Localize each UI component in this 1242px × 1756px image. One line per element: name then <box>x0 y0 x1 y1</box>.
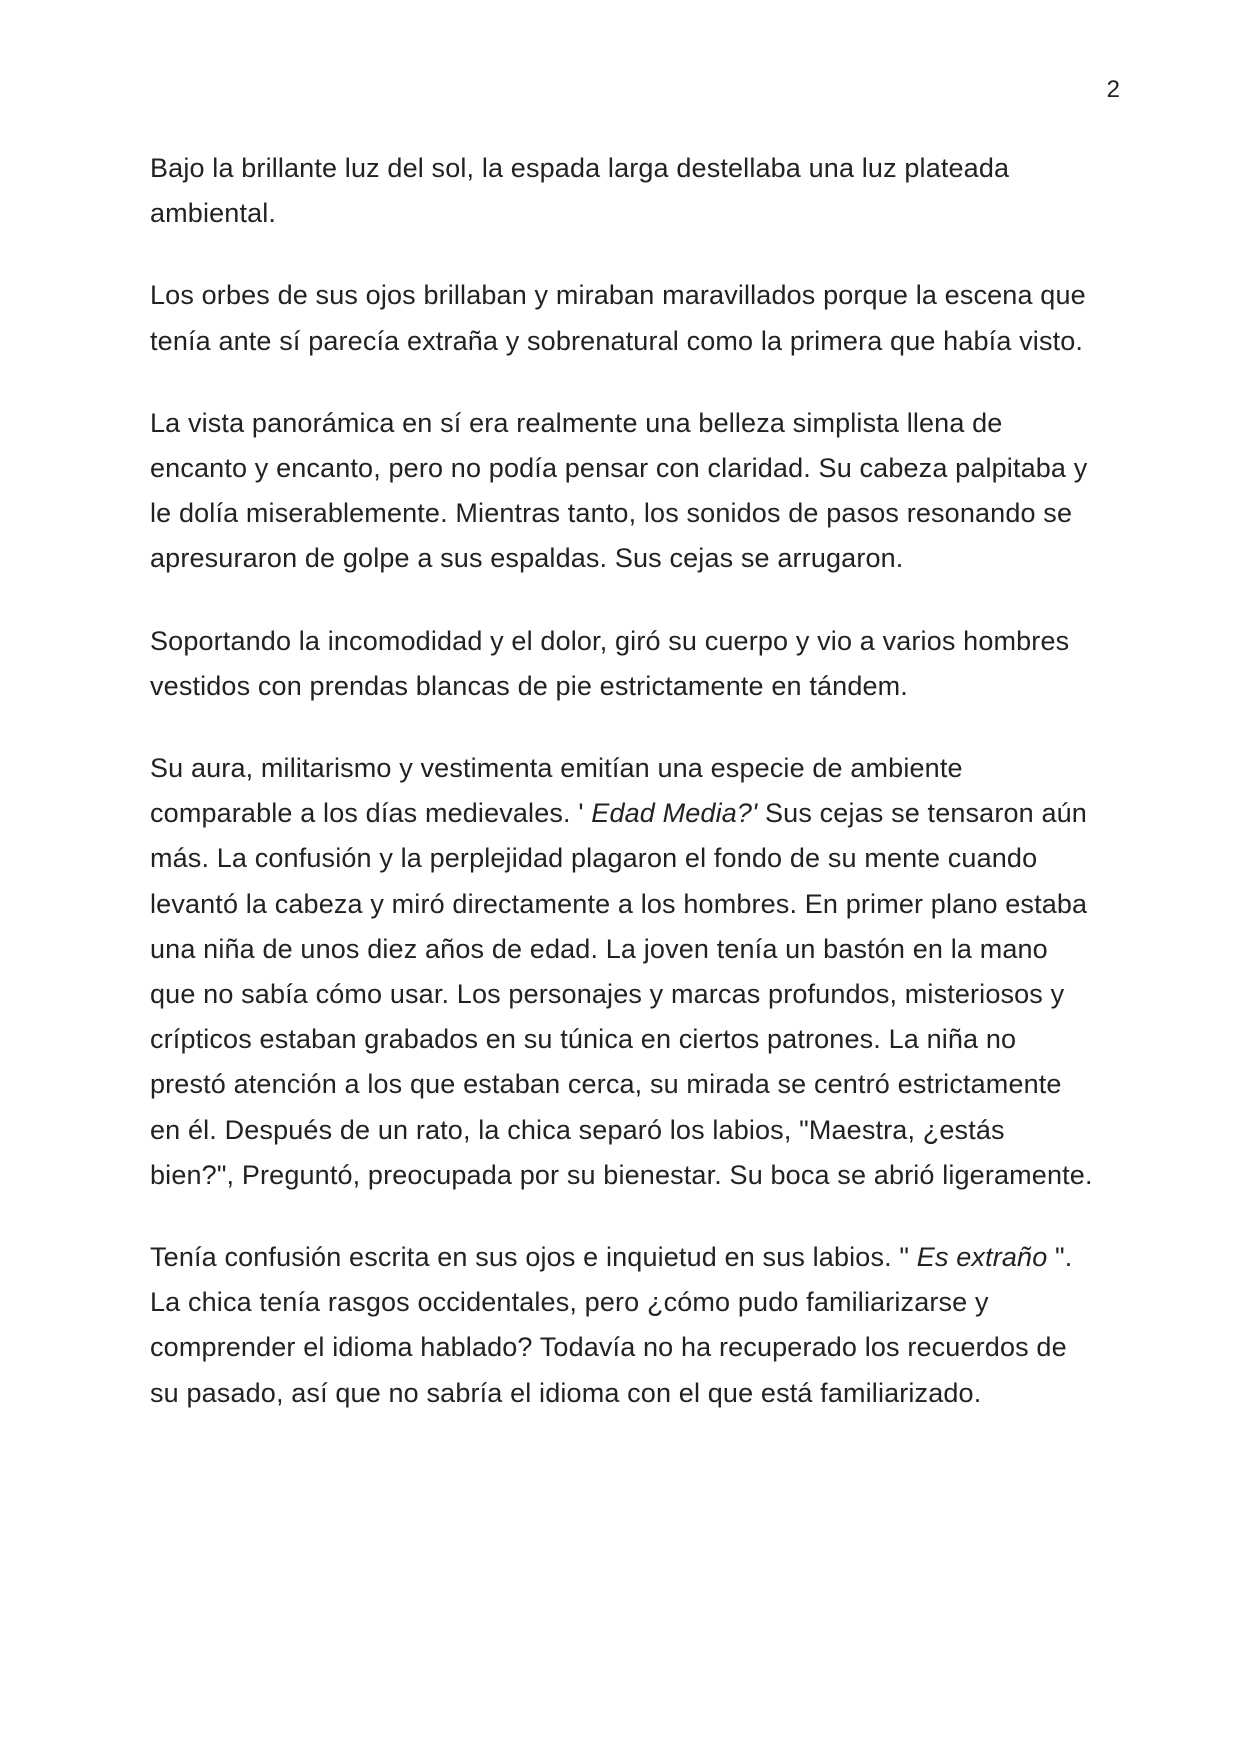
paragraph-4: Soportando la incomodidad y el dolor, giró su cuerpo y vio a varios hombres vestidos con prendas blancas de pie estrictamente en tándem. <box>150 625 1070 701</box>
paragraph-6 <box>150 1235 1096 1416</box>
paragraph-3: La vista panorámica en sí era realmente una belleza simplista llena de encanto y encanto, pero no podía pensar con claridad. Su cabeza palpitaba y le dolía miserablemente. Mientras tanto, los sonidos de pasos resonando se apresuraron de golpe a sus espaldas. Sus cejas se arrugaron. <box>150 407 1088 574</box>
paragraph-5-text-end: Sus cejas se tensaron aún más. La confusión y la perplejidad plagaron el fondo de su mente cuando levantó la cabeza y miró directamente a los hombres. En primer plano estaba una niña de unos diez años de edad. La joven tenía un bastón en la mano que no sabía cómo usar. Los personajes y marcas profundos, misteriosos y crípticos estaban grabados en su túnica en ciertos patrones. La niña no prestó atención a los que estaban cerca, su mirada se centró estrictamente en él. Después de un rato, la chica separó los labios, "Maestra, ¿estás bien?", Preguntó, preocupada por su bienestar. Su boca se abrió ligeramente. <box>150 798 1093 1190</box>
paragraph-5 <box>150 746 1096 1198</box>
paragraph-6-text-start: Tenía confusión escrita en sus ojos e inquietud en sus labios. " <box>150 1242 917 1273</box>
page-number: 2 <box>1106 76 1120 103</box>
paragraph-5-italic-phrase: Edad Media?' <box>591 798 758 829</box>
paragraph-1: Bajo la brillante luz del sol, la espada larga destellaba una luz plateada ambiental. <box>150 153 1010 229</box>
paragraph-6-text-end: ". La chica tenía rasgos occidentales, pero ¿cómo pudo familiarizarse y comprender el idioma hablado? Todavía no ha recuperado los recuerdos de su pasado, así que no sabría el idioma con el que está familiarizado. <box>150 1242 1073 1408</box>
paragraph-5-text-start: Su aura, militarismo y vestimenta emitían una especie de ambiente comparable a los días medievales. ' <box>150 753 963 829</box>
document-body <box>150 146 1096 1416</box>
paragraph-6-italic-phrase: Es extraño <box>916 1242 1048 1273</box>
paragraph-2: Los orbes de sus ojos brillaban y miraban maravillados porque la escena que tenía ante sí parecía extraña y sobrenatural como la primera que había visto. <box>150 280 1086 356</box>
